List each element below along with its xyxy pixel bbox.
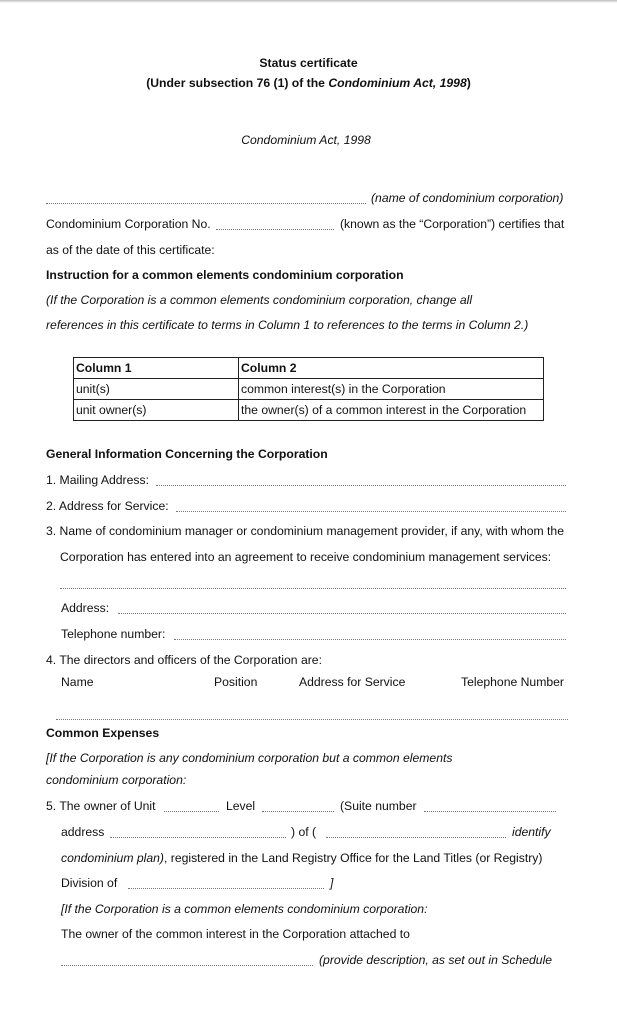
column-2-header: Column 2 bbox=[239, 358, 544, 379]
schedule-description-hint: (provide description, as set out in Schedule bbox=[319, 953, 553, 967]
directors-label: 4. The directors and officers of the Corporation are: bbox=[46, 653, 322, 667]
unit-address-field[interactable] bbox=[110, 837, 286, 838]
instruction-line-2: references in this certificate to terms in Column 1 to references to the terms in Column 2.) bbox=[46, 318, 529, 332]
owner-of-unit-label: 5. The owner of Unit bbox=[46, 799, 156, 813]
act-line: Condominium Act, 1998 bbox=[241, 133, 371, 147]
as-of-date-text: as of the date of this certificate: bbox=[46, 243, 215, 257]
common-interest-owner-text: The owner of the common interest in the Corporation attached to bbox=[61, 927, 410, 941]
manager-address-label: Address: bbox=[61, 601, 110, 615]
common-expenses-heading: Common Expenses bbox=[46, 726, 160, 740]
directors-column-telephone: Telephone Number bbox=[461, 675, 564, 689]
registration-text: , registered in the Land Registry Office for the Land Titles (or Registry) bbox=[163, 851, 543, 865]
certificate-title: Status certificate bbox=[259, 56, 358, 70]
column-1-header: Column 1 bbox=[74, 358, 239, 379]
service-address-label: 2. Address for Service: bbox=[46, 499, 169, 513]
subtitle-act-name: Condominium Act, 1998 bbox=[328, 76, 467, 90]
suite-number-field[interactable] bbox=[424, 811, 556, 812]
common-elements-note: [If the Corporation is a common elements condominium corporation: bbox=[61, 902, 428, 916]
division-label: Division of bbox=[61, 876, 118, 890]
manager-address-field[interactable] bbox=[118, 613, 566, 614]
unit-address-label: address bbox=[61, 825, 105, 839]
manager-name-field[interactable] bbox=[60, 588, 566, 589]
manager-telephone-label: Telephone number: bbox=[61, 627, 166, 641]
manager-telephone-field[interactable] bbox=[174, 639, 566, 640]
table-header-row bbox=[74, 358, 544, 379]
corporation-name-hint: (name of condominium corporation) bbox=[371, 191, 564, 205]
service-address-field[interactable] bbox=[176, 511, 566, 512]
page-top-shadow bbox=[0, 0, 617, 3]
division-field[interactable] bbox=[128, 888, 324, 889]
table-cell: common interest(s) in the Corporation bbox=[239, 379, 544, 400]
corporation-number-field[interactable] bbox=[216, 229, 334, 230]
certifies-text: (known as the “Corporation”) certifies that bbox=[340, 217, 565, 231]
level-field[interactable] bbox=[262, 811, 334, 812]
mailing-address-label: 1. Mailing Address: bbox=[46, 473, 149, 487]
expenses-note-line-1: [If the Corporation is any condominium corporation but a common elements bbox=[46, 751, 453, 765]
directors-column-name: Name bbox=[61, 675, 94, 689]
instruction-heading: Instruction for a common elements condominium corporation bbox=[46, 268, 404, 282]
subtitle-prefix: (Under subsection 76 (1) of the bbox=[146, 76, 329, 90]
corporation-name-field[interactable] bbox=[46, 203, 366, 204]
corporation-number-label: Condominium Corporation No. bbox=[46, 217, 211, 231]
schedule-description-field[interactable] bbox=[61, 965, 313, 966]
subtitle-suffix: ) bbox=[466, 76, 471, 90]
directors-column-address: Address for Service bbox=[299, 675, 406, 689]
table-cell: the owner(s) of a common interest in the Corporation bbox=[239, 400, 544, 421]
table-row bbox=[74, 400, 544, 421]
instruction-line-1: (If the Corporation is a common elements condominium corporation, change all bbox=[46, 293, 473, 307]
level-label: Level bbox=[226, 799, 256, 813]
suite-number-label: (Suite number bbox=[340, 799, 417, 813]
mailing-address-field[interactable] bbox=[156, 485, 566, 486]
of-label: ) of ( bbox=[291, 825, 317, 839]
directors-column-position: Position bbox=[214, 675, 258, 689]
condominium-plan-text: condominium plan) bbox=[61, 851, 164, 865]
closing-bracket: ] bbox=[330, 876, 334, 890]
unit-number-field[interactable] bbox=[164, 811, 219, 812]
table-cell: unit owner(s) bbox=[74, 400, 239, 421]
certificate-subtitle bbox=[0, 76, 617, 90]
table-row bbox=[74, 379, 544, 400]
table-cell: unit(s) bbox=[74, 379, 239, 400]
directors-entry-field[interactable] bbox=[56, 719, 568, 720]
registration-line bbox=[61, 851, 542, 865]
manager-line-1: 3. Name of condominium manager or condominium management provider, if any, with whom the bbox=[46, 524, 564, 538]
general-info-heading: General Information Concerning the Corporation bbox=[46, 447, 328, 461]
column-terms-table bbox=[73, 357, 544, 421]
condominium-plan-field[interactable] bbox=[326, 837, 506, 838]
identify-label: identify bbox=[512, 825, 551, 839]
expenses-note-line-2: condominium corporation: bbox=[46, 773, 187, 787]
manager-line-2: Corporation has entered into an agreement to receive condominium management services: bbox=[60, 550, 552, 564]
